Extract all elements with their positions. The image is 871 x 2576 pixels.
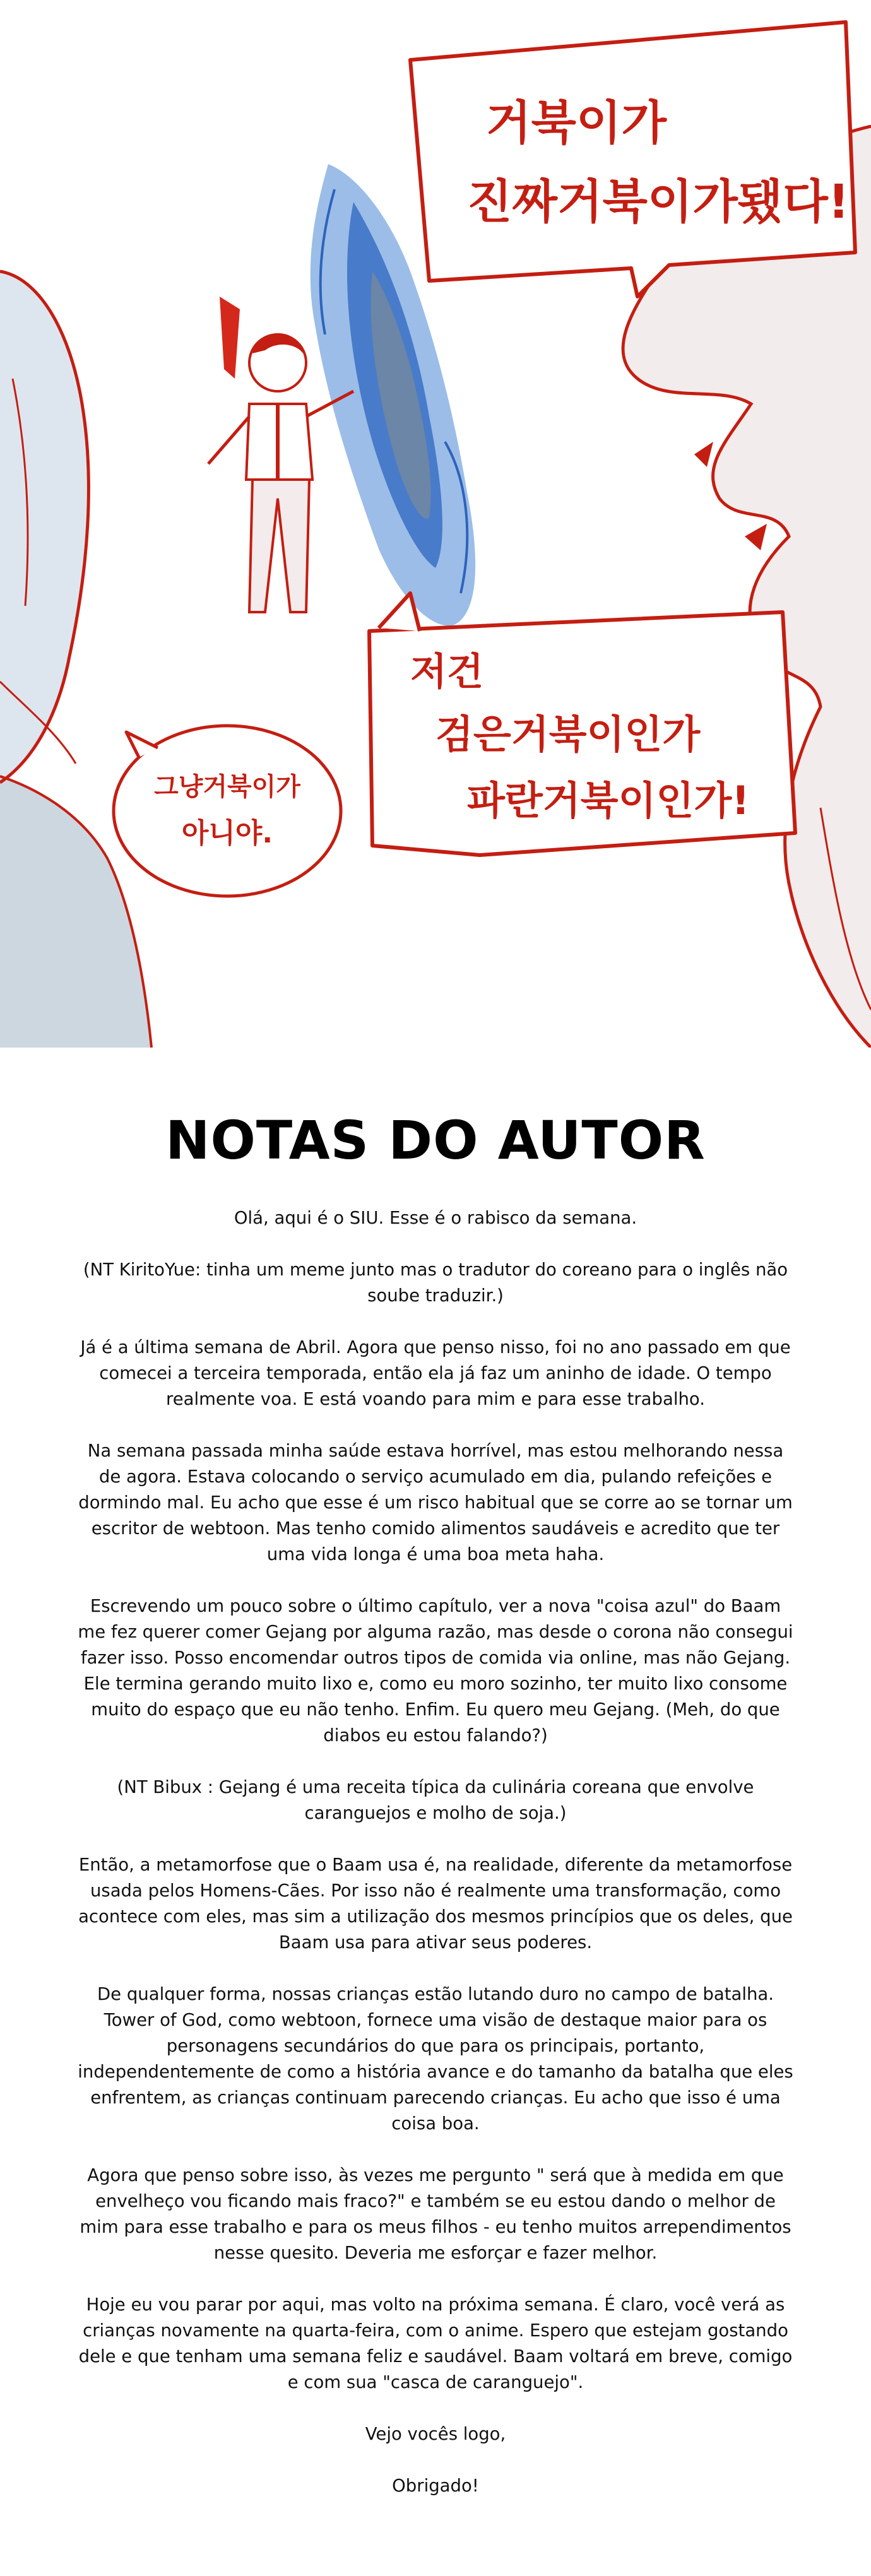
notes-paragraph: (NT KiritoYue: tinha um meme junto mas o tradutor do coreano para o inglês não soube traduzir.) [83,1260,788,1306]
speech-bubble-middle [369,593,795,855]
notes-paragraph: Hoje eu vou parar por aqui, mas volto na próxima semana. É claro, você verá as crianças novamente na quarta-feira, com o anime. Espero que estejam gostando dele e que tenham uma semana feliz e saudável. Baam voltará em breve, comigo e com sua "casca de caranguejo". [78,2295,793,2392]
notes-paragraph: Já é a última semana de Abril. Agora que penso nisso, foi no ano passado em que comecei a terceira temporada, então ela já faz um aninho de idade. O tempo realmente voa. E está voando para mim e para esse trabalho. [80,1337,791,1409]
comic-panel [0,0,871,1048]
bubble-middle-line-2: 검은거북이인가 [436,711,701,757]
notes-paragraph: Na semana passada minha saúde estava horrível, mas estou melhorando nessa de agora. Estava colocando o serviço acumulado em dia, pulando refeições e dormindo mal. Eu acho que esse é um risco habitual que se corre ao se tornar um escritor de webtoon. Mas tenho comido alimentos saudáveis e acredito que ter uma vida longa é uma boa meta haha. [78,1441,793,1564]
notes-body [76,1205,795,2525]
speech-bubble-left [114,726,341,896]
bubble-top-right-line-1: 거북이가 [486,96,667,150]
bubble-left-line-2: 아니야. [181,817,273,849]
notes-paragraph: De qualquer forma, nossas crianças estão lutando duro no campo de batalha. Tower of God, como webtoon, fornece uma visão de destaque maior para os personagens secundários do que para os principais, portanto, independentemente de como a história avance e do tamanho da batalha que eles enfrentem, as crianças continuam parecendo crianças. Eu acho que isso é uma coisa boa. [78,1984,793,2134]
bubble-left-line-1: 그냥거북이가 [154,772,300,801]
notes-paragraph: Vejo vocês logo, [365,2424,506,2444]
speech-bubble-top-right [410,22,855,297]
notes-paragraph: Então, a metamorfose que o Baam usa é, na realidade, diferente da metamorfose usada pelos Homens-Cães. Por isso não é realmente uma transformação, como acontece com eles, mas sim a utilização dos mesmos princípios que os deles, que Baam usa para ativar seus poderes. [78,1855,793,1953]
notes-paragraph: Agora que penso sobre isso, às vezes me pergunto " será que à medida em que envelheço vou ficando mais fraco?" e também se eu estou dando o melhor de mim para esse trabalho e para os meus filhos - eu tenho muitos arrependimentos nesse quesito. Deveria me esforçar e fazer melhor. [80,2165,791,2263]
notes-paragraph: Olá, aqui é o SIU. Esse é o rabisco da semana. [234,1208,637,1228]
notes-title: NOTAS DO AUTOR [165,1109,706,1171]
bubble-middle-line-3: 파란거북이인가! [467,777,750,824]
notes-paragraph: Escrevendo um pouco sobre o último capítulo, ver a nova "coisa azul" do Baam me fez querer comer Gejang por alguma razão, mas desde o corona não consegui fazer isso. Posso encomendar outros tipos de comida via online, mas não Gejang. Ele termina gerando muito lixo e, como eu moro sozinho, ter muito lixo consome muito do espaço que eu não tenho. Enfim. Eu quero meu Gejang. (Meh, do que diabos eu estou falando?) [78,1596,793,1746]
notes-paragraph: Obrigado! [392,2476,479,2496]
left-character-illustration [0,271,151,1048]
notes-paragraph: (NT Bibux : Gejang é uma receita típica da culinária coreana que envolve caranguejos e molho de soja.) [117,1777,754,1823]
author-notes [0,1048,871,2576]
bubble-top-right-line-2: 진짜거북이가됐다! [467,175,850,229]
bubble-middle-line-1: 저건 [410,650,483,694]
